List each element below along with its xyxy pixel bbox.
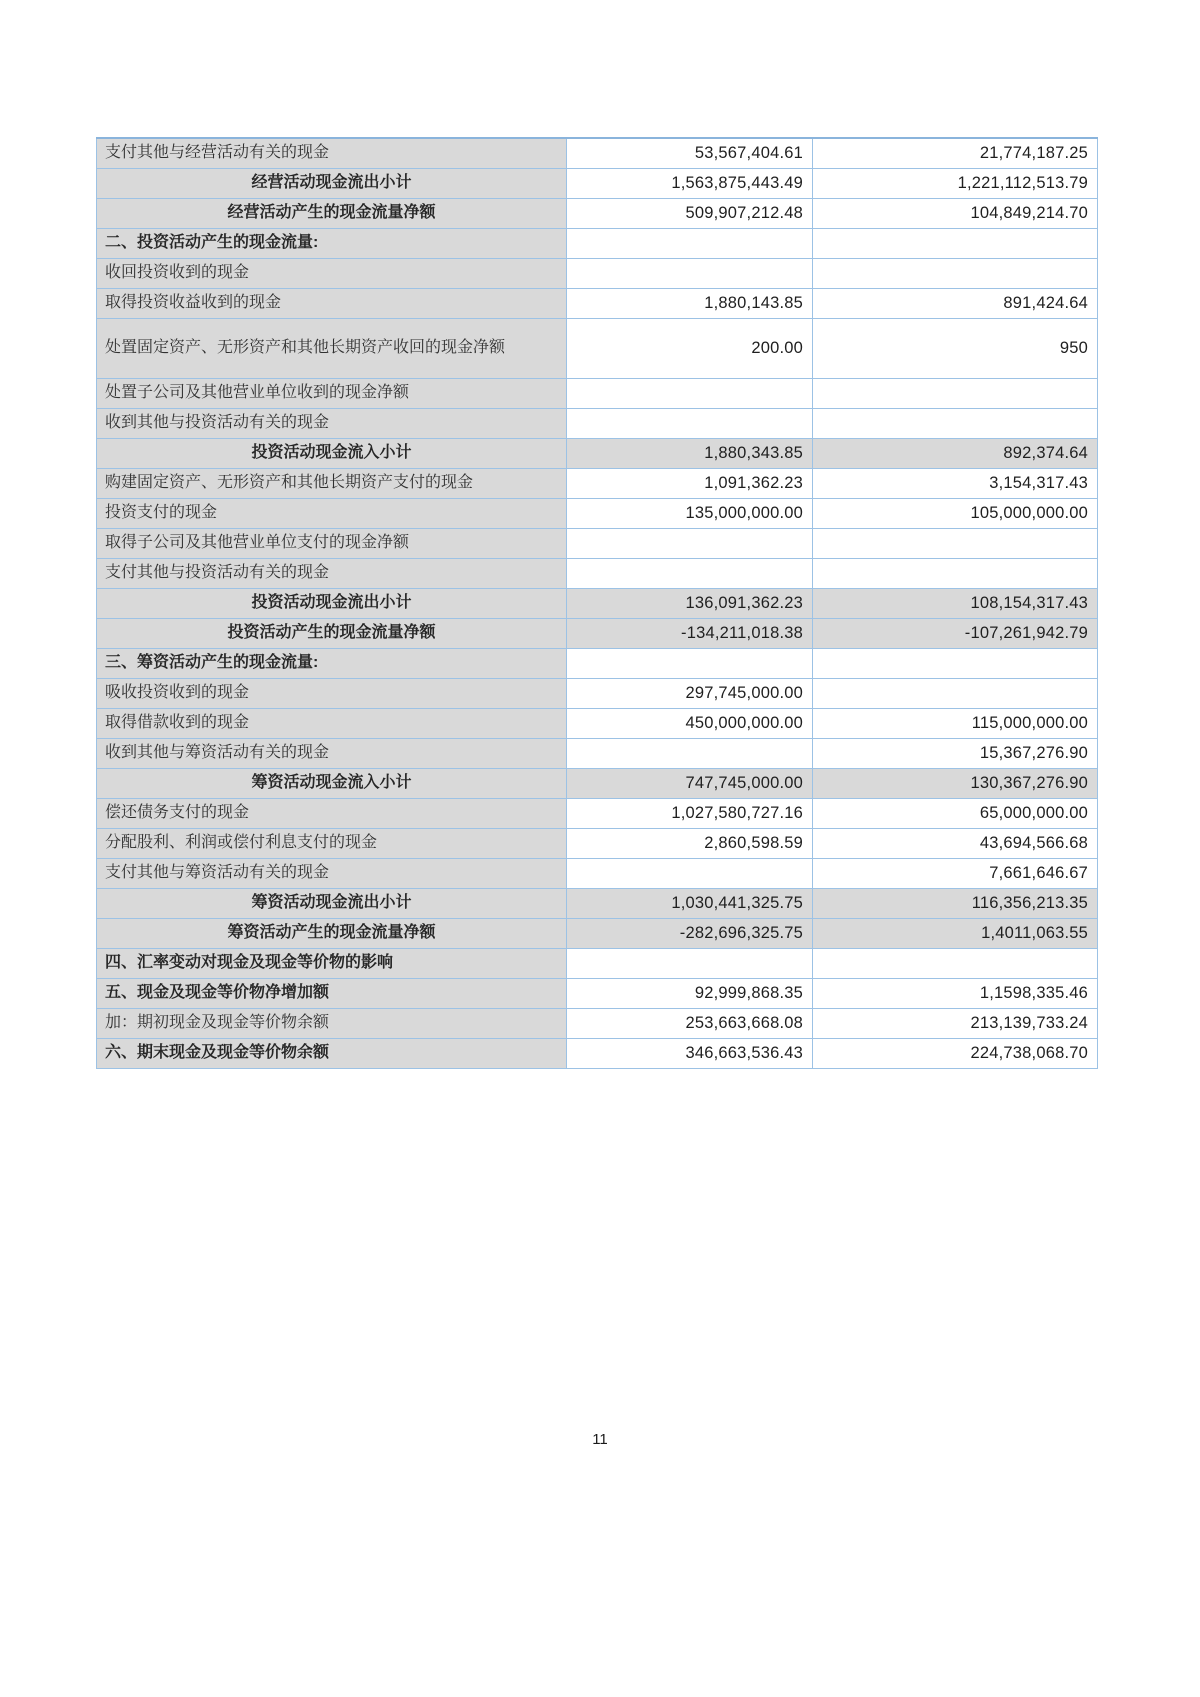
row-label: 处置子公司及其他营业单位收到的现金净额 xyxy=(97,378,567,408)
row-label: 取得借款收到的现金 xyxy=(97,708,567,738)
row-label: 五、现金及现金等价物净增加额 xyxy=(97,978,567,1008)
table-row xyxy=(97,438,1098,468)
row-label: 筹资活动现金流出小计 xyxy=(97,888,567,918)
row-value-current xyxy=(567,408,813,438)
table-row xyxy=(97,828,1098,858)
row-value-prior xyxy=(813,258,1098,288)
table-row xyxy=(97,918,1098,948)
row-value-current xyxy=(567,528,813,558)
table-row xyxy=(97,648,1098,678)
row-value-prior xyxy=(813,678,1098,708)
row-value-current: -282,696,325.75 xyxy=(567,918,813,948)
row-label: 经营活动现金流出小计 xyxy=(97,168,567,198)
table-row xyxy=(97,858,1098,888)
cashflow-table-body xyxy=(97,138,1098,1068)
row-value-prior: 115,000,000.00 xyxy=(813,708,1098,738)
row-value-prior: 950 xyxy=(813,318,1098,378)
row-value-current: 509,907,212.48 xyxy=(567,198,813,228)
row-label: 投资活动现金流入小计 xyxy=(97,438,567,468)
row-value-prior: 891,424.64 xyxy=(813,288,1098,318)
row-value-current xyxy=(567,648,813,678)
row-value-current: 747,745,000.00 xyxy=(567,768,813,798)
cash-flow-statement-table xyxy=(96,137,1098,1069)
row-value-current: 253,663,668.08 xyxy=(567,1008,813,1038)
row-label: 分配股利、利润或偿付利息支付的现金 xyxy=(97,828,567,858)
table-row xyxy=(97,408,1098,438)
row-label: 四、汇率变动对现金及现金等价物的影响 xyxy=(97,948,567,978)
row-value-prior: 213,139,733.24 xyxy=(813,1008,1098,1038)
table-row xyxy=(97,168,1098,198)
row-value-prior xyxy=(813,408,1098,438)
table-row xyxy=(97,768,1098,798)
row-value-prior xyxy=(813,948,1098,978)
table-row xyxy=(97,618,1098,648)
table-row xyxy=(97,738,1098,768)
row-label: 加：期初现金及现金等价物余额 xyxy=(97,1008,567,1038)
row-value-prior: 892,374.64 xyxy=(813,438,1098,468)
row-value-current xyxy=(567,378,813,408)
row-value-current: 297,745,000.00 xyxy=(567,678,813,708)
row-value-prior: 21,774,187.25 xyxy=(813,138,1098,168)
row-value-current: 1,880,343.85 xyxy=(567,438,813,468)
row-value-prior: 108,154,317.43 xyxy=(813,588,1098,618)
row-value-prior: 1,4011,063.55 xyxy=(813,918,1098,948)
row-label: 筹资活动产生的现金流量净额 xyxy=(97,918,567,948)
row-value-current: 53,567,404.61 xyxy=(567,138,813,168)
page-number: 11 xyxy=(592,1431,608,1448)
row-value-prior: 15,367,276.90 xyxy=(813,738,1098,768)
table-row xyxy=(97,318,1098,378)
row-label: 投资支付的现金 xyxy=(97,498,567,528)
table-row xyxy=(97,288,1098,318)
table-row xyxy=(97,378,1098,408)
row-value-prior: 104,849,214.70 xyxy=(813,198,1098,228)
table-row xyxy=(97,708,1098,738)
row-label: 吸收投资收到的现金 xyxy=(97,678,567,708)
table-row xyxy=(97,678,1098,708)
row-value-prior xyxy=(813,528,1098,558)
row-label: 处置固定资产、无形资产和其他长期资产收回的现金净额 xyxy=(97,318,567,378)
table-row xyxy=(97,138,1098,168)
row-value-prior xyxy=(813,648,1098,678)
row-value-prior xyxy=(813,228,1098,258)
row-value-current xyxy=(567,258,813,288)
row-value-current: 92,999,868.35 xyxy=(567,978,813,1008)
row-value-current: 136,091,362.23 xyxy=(567,588,813,618)
row-value-current: 1,880,143.85 xyxy=(567,288,813,318)
row-value-current xyxy=(567,558,813,588)
row-value-current: 1,027,580,727.16 xyxy=(567,798,813,828)
row-label: 收到其他与投资活动有关的现金 xyxy=(97,408,567,438)
row-value-prior: 1,221,112,513.79 xyxy=(813,168,1098,198)
table-row xyxy=(97,888,1098,918)
row-label: 经营活动产生的现金流量净额 xyxy=(97,198,567,228)
row-label: 取得子公司及其他营业单位支付的现金净额 xyxy=(97,528,567,558)
row-label: 投资活动产生的现金流量净额 xyxy=(97,618,567,648)
table-row xyxy=(97,978,1098,1008)
row-value-current xyxy=(567,858,813,888)
row-label: 偿还债务支付的现金 xyxy=(97,798,567,828)
row-value-prior: 105,000,000.00 xyxy=(813,498,1098,528)
table-row xyxy=(97,468,1098,498)
row-label: 支付其他与投资活动有关的现金 xyxy=(97,558,567,588)
row-value-prior: 7,661,646.67 xyxy=(813,858,1098,888)
table-row xyxy=(97,558,1098,588)
row-label: 收到其他与筹资活动有关的现金 xyxy=(97,738,567,768)
row-value-current: 450,000,000.00 xyxy=(567,708,813,738)
row-value-prior: -107,261,942.79 xyxy=(813,618,1098,648)
row-value-prior xyxy=(813,378,1098,408)
row-value-current xyxy=(567,228,813,258)
row-value-prior: 65,000,000.00 xyxy=(813,798,1098,828)
row-label: 筹资活动现金流入小计 xyxy=(97,768,567,798)
row-value-current: -134,211,018.38 xyxy=(567,618,813,648)
row-value-current xyxy=(567,738,813,768)
row-value-current xyxy=(567,948,813,978)
row-value-current: 1,563,875,443.49 xyxy=(567,168,813,198)
table-row xyxy=(97,498,1098,528)
row-label: 支付其他与经营活动有关的现金 xyxy=(97,138,567,168)
row-label: 六、期末现金及现金等价物余额 xyxy=(97,1038,567,1068)
table-row xyxy=(97,1008,1098,1038)
row-label: 支付其他与筹资活动有关的现金 xyxy=(97,858,567,888)
row-value-current: 1,030,441,325.75 xyxy=(567,888,813,918)
table-row xyxy=(97,1038,1098,1068)
row-value-current: 135,000,000.00 xyxy=(567,498,813,528)
row-label: 取得投资收益收到的现金 xyxy=(97,288,567,318)
table-row xyxy=(97,528,1098,558)
row-value-current: 2,860,598.59 xyxy=(567,828,813,858)
row-value-prior: 43,694,566.68 xyxy=(813,828,1098,858)
table-row xyxy=(97,588,1098,618)
row-value-current: 1,091,362.23 xyxy=(567,468,813,498)
table-row xyxy=(97,948,1098,978)
row-label: 购建固定资产、无形资产和其他长期资产支付的现金 xyxy=(97,468,567,498)
row-value-prior: 130,367,276.90 xyxy=(813,768,1098,798)
table-row xyxy=(97,258,1098,288)
row-value-current: 200.00 xyxy=(567,318,813,378)
row-label: 投资活动现金流出小计 xyxy=(97,588,567,618)
row-label: 收回投资收到的现金 xyxy=(97,258,567,288)
table-row xyxy=(97,228,1098,258)
row-value-prior: 1,1598,335.46 xyxy=(813,978,1098,1008)
row-label: 三、筹资活动产生的现金流量: xyxy=(97,648,567,678)
table-row xyxy=(97,798,1098,828)
row-value-current: 346,663,536.43 xyxy=(567,1038,813,1068)
row-value-prior xyxy=(813,558,1098,588)
row-value-prior: 116,356,213.35 xyxy=(813,888,1098,918)
row-value-prior: 224,738,068.70 xyxy=(813,1038,1098,1068)
row-value-prior: 3,154,317.43 xyxy=(813,468,1098,498)
table-row xyxy=(97,198,1098,228)
row-label: 二、投资活动产生的现金流量: xyxy=(97,228,567,258)
